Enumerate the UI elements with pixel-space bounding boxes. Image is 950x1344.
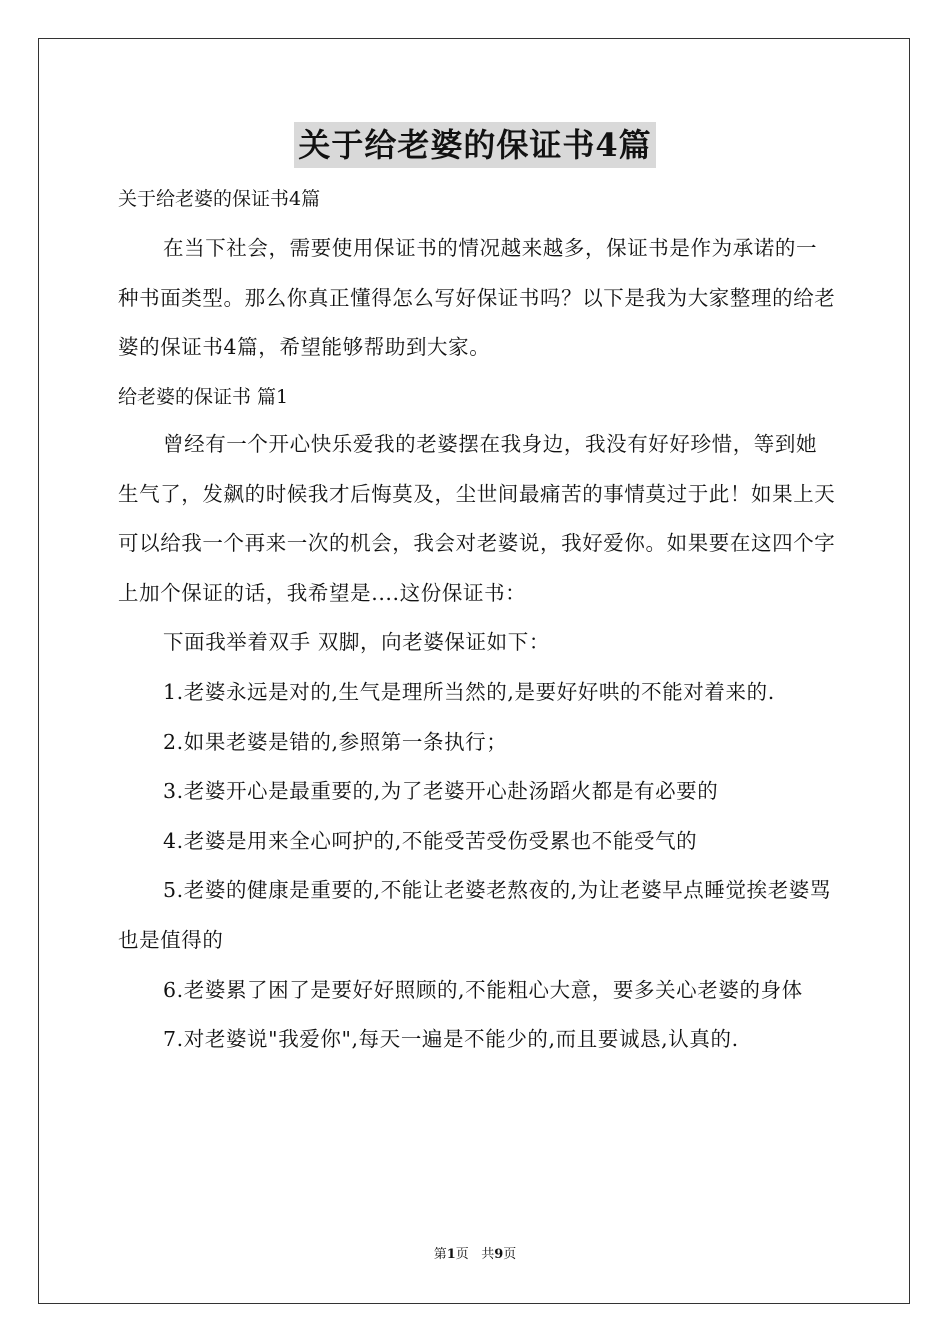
footer-page-number: 1 [446, 1247, 456, 1262]
list-item: 3.老婆开心是最重要的,为了老婆开心赴汤蹈火都是有必要的 [163, 779, 719, 804]
intro-paragraph: 在当下社会，需要使用保证书的情况越来越多，保证书是作为承诺的一种书面类型。那么你真正懂得怎么写好保证书吗？以下是我为大家整理的给老婆的保证书4篇，希望能够帮助到大家。 [118, 236, 836, 360]
footer-total-number: 9 [494, 1247, 504, 1262]
list-item: 5.老婆的健康是重要的,不能让老婆老熬夜的,为让老婆早点睡觉挨老婆骂也是值得的 [118, 878, 831, 952]
list-item: 4.老婆是用来全心呵护的,不能受苦受伤受累也不能受气的 [163, 828, 698, 853]
list-item: 6.老婆累了困了是要好好照顾的,不能粗心大意，要多关心老婆的身体 [163, 977, 803, 1002]
footer-page-suffix: 页 [455, 1247, 469, 1262]
title-container [0, 122, 950, 168]
footer-total-suffix: 页 [503, 1247, 517, 1262]
document-title: 关于给老婆的保证书4篇 [294, 122, 655, 168]
list-item: 1.老婆永远是对的,生气是理所当然的,是要好好哄的不能对着来的. [163, 679, 775, 704]
document-subtitle: 关于给老婆的保证书4篇 [118, 188, 321, 210]
paragraph: 曾经有一个开心快乐爱我的老婆摆在我身边，我没有好好珍惜，等到她生气了，发飙的时候我才后悔莫及，尘世间最痛苦的事情莫过于此！如果上天可以给我一个再来一次的机会，我会对老婆说，我好爱你。如果要在这四个字上加个保证的话，我希望是....这份保证书： [118, 432, 836, 605]
footer-total-prefix: 共 [481, 1247, 495, 1262]
paragraph: 下面我举着双手 双脚，向老婆保证如下： [163, 630, 550, 655]
section-heading: 给老婆的保证书 篇1 [118, 386, 289, 408]
intro-block [118, 224, 838, 373]
body-text [118, 420, 838, 1065]
page-footer [0, 1245, 950, 1265]
footer-page-prefix: 第 [433, 1247, 447, 1262]
list-item: 7.对老婆说"我爱你",每天一遍是不能少的,而且要诚恳,认真的. [163, 1027, 739, 1052]
list-item: 2.如果老婆是错的,参照第一条执行； [163, 729, 508, 754]
